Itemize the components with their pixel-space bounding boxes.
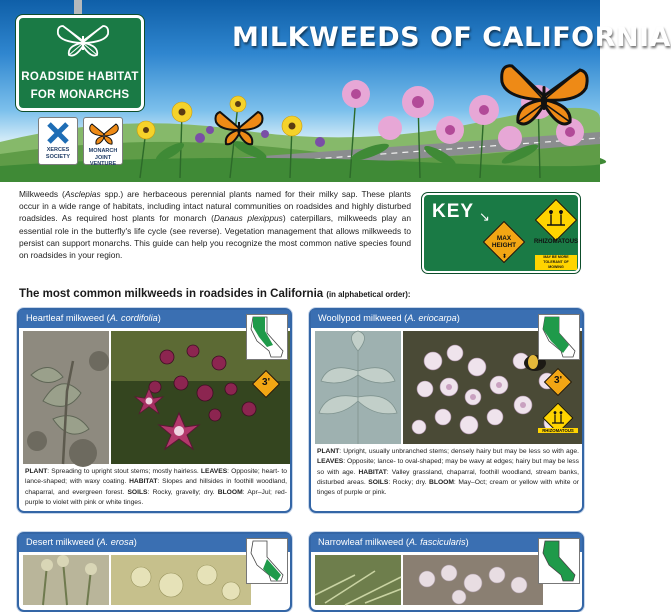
california-range-map [538, 538, 580, 584]
species-card-narrowleaf [309, 532, 584, 612]
sign-title-line1: ROADSIDE HABITAT [21, 71, 139, 83]
species-card-heartleaf [17, 308, 292, 513]
card-title: Heartleaf milkweed (A. cordifolia) [19, 310, 290, 328]
species-card-woollypod [309, 308, 584, 513]
roadside-habitat-sign [16, 15, 144, 111]
rhizomatous-badge [542, 402, 574, 434]
monarch-logo-icon [89, 122, 119, 146]
plant-photo-foliage [23, 331, 109, 464]
xerces-logo-line2: SOCIETY [45, 154, 71, 160]
butterfly-icon [57, 24, 109, 58]
key-sign [422, 193, 580, 273]
species-description: PLANT: Upright, usually unbranched stems; densely hairy but may be less so with age. LEAVES: Opposite; lance- to oval-shaped; may be wavy at edges; hairy but may be less so with age. HABITAT: Valley grassland, chaparral, foothill woodland, stream banks, disturbed areas. SOILS: Rocky; dry. BLOOM: May–Oct; cream or yellow with white or tinges of purple or pink. [317, 448, 579, 497]
monarch-butterfly-large-illustration [498, 60, 590, 132]
card-title: Woollypod milkweed (A. eriocarpa) [311, 310, 582, 328]
xerces-logo-line1: XERCES [46, 147, 70, 153]
partner-logos [38, 117, 124, 165]
card-title: Desert milkweed (A. erosa) [19, 534, 290, 552]
max-height-badge [252, 370, 280, 398]
max-height-value: 3' [554, 375, 562, 386]
sign-pole [74, 0, 82, 16]
plant-photo-foliage [315, 331, 401, 444]
species-description: PLANT: Spreading to upright stout stems; mostly hairless. LEAVES: Opposite; heart- to lance-shaped; with waxy coating. HABITAT: Slopes and hillsides in foothill woodland, chaparral, and evergreen forest. SOILS: Rocky, gravelly; dry. BLOOM: Apr–Jul; red-purple to violet with pink or white tinges. [25, 468, 288, 506]
key-label: KEY [432, 201, 475, 222]
header-banner [0, 0, 671, 178]
key-rhizomatous-label: RHIZOMATOUS [533, 239, 579, 245]
sign-title-line2: FOR MONARCHS [30, 89, 130, 101]
xerces-society-logo [38, 117, 78, 165]
monarch-butterfly-small-illustration [214, 108, 264, 148]
monarch-logo-line2: JOINT VENTURE [89, 155, 117, 167]
monarch-logo-line1: MONARCH [88, 148, 118, 154]
section-heading: The most common milkweeds in roadsides in California (in alphabetical order): [19, 288, 411, 300]
plant-photo-flowers [111, 555, 251, 605]
plant-photo-foliage [23, 555, 109, 605]
california-range-map [246, 538, 288, 584]
arrow-down-right-icon: ↘ [479, 209, 490, 224]
xerces-x-icon [47, 122, 69, 144]
monarch-joint-venture-logo [83, 117, 123, 165]
key-rhizomatous-caption: MAY BE MORE TOLERANT OF MOWING [535, 255, 577, 270]
page-title: MILKWEEDS OF CALIFORNIA [232, 22, 671, 53]
plant-rhizome-icon [545, 209, 567, 227]
intro-paragraph: Milkweeds (Asclepias spp.) are herbaceous perennial plants named for their milky sap. These plants occur in a wide range of habitats, including intact natural communities on roadsides and highly disturbed roadsides. As required host plants for monarch (Danaus plexippus) caterpillars, milkweeds play an essential role in the butterfly's life cycle (see reverse). Vegetation management that allows milkweeds to persist can support monarchs. This guide can help you recognize the most common native species found on roadsides in your region. [19, 189, 411, 261]
key-max-height-label: MAX HEIGHT [491, 235, 517, 249]
california-range-map [538, 314, 580, 360]
california-range-map [246, 314, 288, 360]
card-title: Narrowleaf milkweed (A. fascicularis) [311, 534, 582, 552]
species-card-desert [17, 532, 292, 612]
plant-rhizome-icon [551, 410, 565, 424]
plant-photo-flowers [403, 555, 543, 605]
max-height-value: 3' [262, 377, 270, 388]
max-height-badge [544, 368, 572, 396]
height-arrow-icon: ⬍ [502, 254, 508, 260]
rhizomatous-label: RHIZOMATOUS [538, 428, 578, 433]
plant-photo-foliage [315, 555, 401, 605]
